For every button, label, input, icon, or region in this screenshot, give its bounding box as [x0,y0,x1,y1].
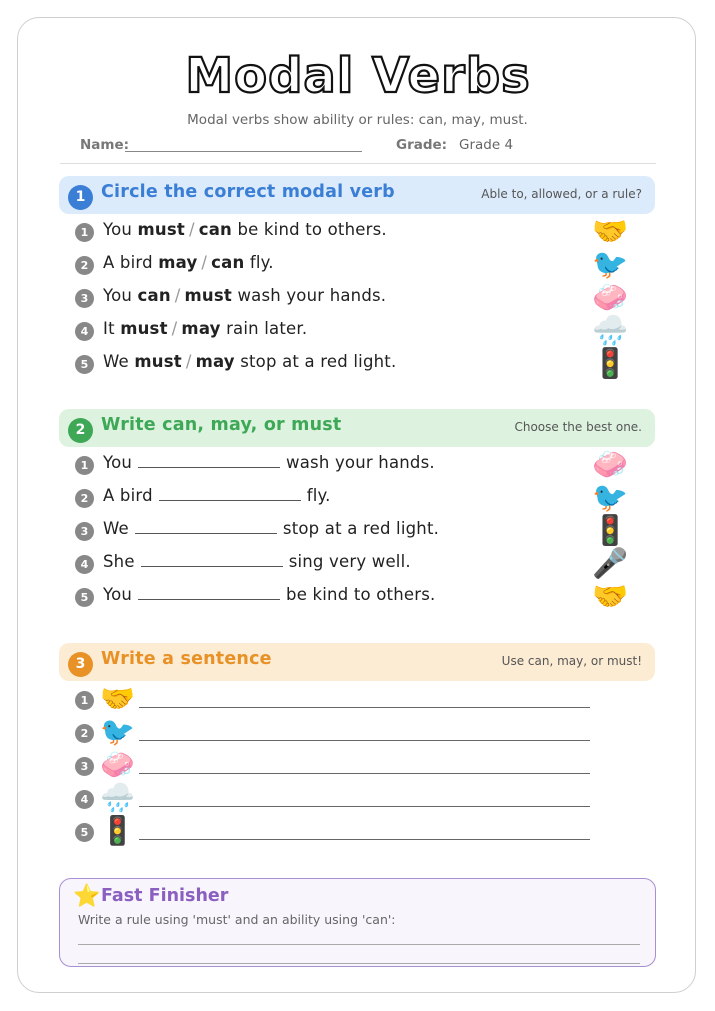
sentence-start: You [103,220,133,239]
item-sentence [103,453,435,472]
section-1-heading: Circle the correct modal verb [101,182,395,202]
section-2-hint: Choose the best one. [514,420,642,434]
soap-icon: 🧼 [592,447,629,481]
choice-separator: / [185,352,192,371]
choice-b[interactable]: can [198,220,232,239]
section-3-header [59,643,655,681]
choice-separator: / [201,253,208,272]
item-sentence [103,220,387,239]
item-sentence [103,352,396,371]
rain-cloud-icon: 🌧️ [100,781,135,814]
section-2-header [59,409,655,447]
section-3-number: 3 [68,652,93,677]
sentence-start: We [103,519,129,538]
name-label [80,137,129,153]
grade-value: Grade 4 [459,137,514,153]
sentence-start: A bird [103,486,153,505]
name-label-text: Name: [80,137,130,153]
page-title-art [178,40,538,110]
bird-icon: 🐦 [100,715,135,748]
choice-b[interactable]: must [184,286,232,305]
handshake-icon: 🤝 [592,214,629,248]
sentence-answer-line[interactable] [139,773,590,774]
fast-finisher-prompt: Write a rule using 'must' and an ability using 'can': [78,912,396,927]
item-number: 4 [75,790,94,809]
item-sentence [103,519,439,538]
choice-a[interactable]: must [137,220,185,239]
fast-finisher-box [59,878,656,967]
answer-blank[interactable] [141,552,283,567]
subtitle: Modal verbs show ability or rules: can, may, must. [187,112,528,128]
item-number: 2 [75,256,94,275]
sentence-answer-line[interactable] [139,806,590,807]
sentence-start: You [103,286,133,305]
choice-a[interactable]: must [120,319,168,338]
handshake-icon: 🤝 [100,682,135,715]
soap-icon: 🧼 [100,748,135,781]
sentence-end: wash your hands. [237,286,387,305]
item-number: 3 [75,289,94,308]
bird-icon: 🐦 [592,480,629,514]
answer-blank[interactable] [138,585,280,600]
answer-blank[interactable] [159,486,301,501]
item-number: 3 [75,522,94,541]
sentence-start: She [103,552,135,571]
section-1-number: 1 [68,185,93,210]
sentence-start: It [103,319,115,338]
item-sentence [103,552,411,571]
choice-separator: / [188,220,195,239]
handshake-icon: 🤝 [592,579,629,613]
sentence-start: You [103,585,133,604]
page-title [0,40,715,114]
item-sentence [103,286,386,305]
sentence-start: We [103,352,129,371]
fast-finisher-answer-line-1[interactable] [78,944,640,945]
sentence-end: stop at a red light. [282,519,440,538]
sentence-answer-line[interactable] [139,707,590,708]
sentence-end: fly. [306,486,331,505]
traffic-light-icon: 🚦 [592,346,629,380]
choice-a[interactable]: can [137,286,171,305]
sentence-end: stop at a red light. [240,352,397,371]
answer-blank[interactable] [135,519,277,534]
item-number: 5 [75,823,94,842]
choice-b[interactable]: can [211,253,245,272]
rain-cloud-icon: 🌧️ [592,313,629,347]
name-field[interactable] [125,151,362,152]
choice-b[interactable]: may [195,352,235,371]
microphone-icon: 🎤 [592,546,629,580]
choice-separator: / [171,319,178,338]
page-title-text: Modal Verbs [184,48,531,104]
sentence-end: rain later. [226,319,308,338]
sentence-end: be kind to others. [286,585,436,604]
section-3-hint: Use can, may, or must! [501,654,642,668]
item-number: 2 [75,489,94,508]
item-number: 1 [75,223,94,242]
section-1-hint: Able to, allowed, or a rule? [481,187,642,201]
star-icon: ⭐ [73,884,101,909]
sentence-end: be kind to others. [237,220,387,239]
sentence-end: sing very well. [288,552,411,571]
answer-blank[interactable] [138,453,280,468]
header-divider [60,163,656,164]
section-1-header [59,176,655,214]
item-number: 3 [75,757,94,776]
fast-finisher-answer-line-2[interactable] [78,963,640,964]
choice-a[interactable]: may [158,253,198,272]
item-sentence [103,253,274,272]
item-number: 4 [75,322,94,341]
item-number: 5 [75,588,94,607]
grade-label: Grade: [396,137,448,153]
traffic-light-icon: 🚦 [592,513,629,547]
sentence-answer-line[interactable] [139,740,590,741]
item-sentence [103,486,331,505]
fast-finisher-heading: Fast Finisher [101,886,229,906]
choice-a[interactable]: must [134,352,182,371]
sentence-start: A bird [103,253,153,272]
item-number: 2 [75,724,94,743]
sentence-end: wash your hands. [286,453,435,472]
item-number: 5 [75,355,94,374]
item-number: 1 [75,691,94,710]
item-number: 4 [75,555,94,574]
choice-b[interactable]: may [181,319,221,338]
section-2-number: 2 [68,418,93,443]
choice-separator: / [174,286,181,305]
item-sentence [103,585,435,604]
item-number: 1 [75,456,94,475]
item-sentence [103,319,307,338]
traffic-light-icon: 🚦 [100,814,135,847]
bird-icon: 🐦 [592,247,629,281]
soap-icon: 🧼 [592,280,629,314]
sentence-end: fly. [249,253,274,272]
section-2-heading: Write can, may, or must [101,415,342,435]
sentence-start: You [103,453,133,472]
sentence-answer-line[interactable] [139,839,590,840]
section-3-heading: Write a sentence [101,649,272,669]
